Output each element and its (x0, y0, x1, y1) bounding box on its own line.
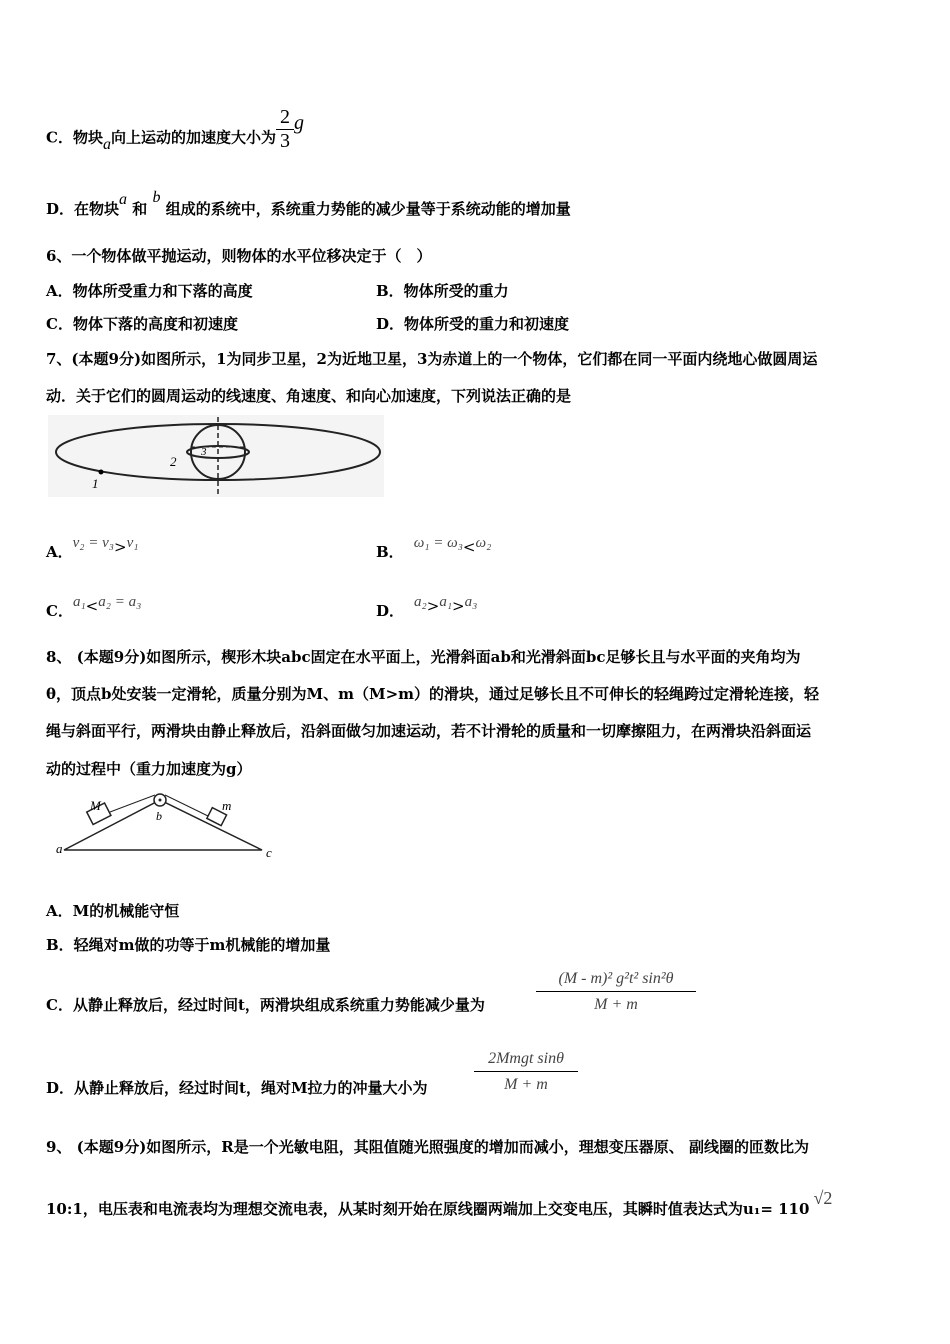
pulley-axle (159, 799, 162, 802)
fraction-two-thirds: $\frac{2}{3}$ (276, 106, 294, 153)
q8-option-d-text: D．从静止释放后，经过时间t，绳对M拉力的冲量大小为 (46, 1079, 428, 1097)
q7-stem-line1: 7、(本题9分)如图所示，1为同步卫星，2为近地卫星，3为赤道上的一个物体，它们都在同一平面内绕地心做圆周运 (46, 350, 818, 368)
q7-option-d: D． a₂>a₁>a₃ (376, 594, 478, 620)
q8-option-d-fraction: 2Mmgt sinθ M + m (474, 1050, 578, 1094)
q7-option-c: C．a₁<a₂ = a₃ (46, 594, 142, 620)
var-a: a (102, 135, 111, 153)
q6-option-b: B．物体所受的重力 (376, 282, 509, 300)
q8-stem-line2: θ，顶点b处安装一定滑轮，质量分别为M、m（M>m）的滑块，通过足够长且不可伸长的轻绳跨过定滑轮连接，轻 (46, 685, 820, 703)
satellite-1-dot (99, 470, 104, 475)
q7-orbit-figure (48, 415, 384, 497)
q6-option-c: C．物体下落的高度和初速度 (46, 315, 238, 333)
label-a: a (56, 841, 63, 856)
var-g: g (293, 111, 304, 134)
label-3: 3 (201, 446, 207, 458)
q8-stem-line1: 8、 (本题9分)如图所示，楔形木块abc固定在水平面上，光滑斜面ab和光滑斜面bc足够长且与水平面的夹角均为 (46, 648, 801, 666)
q8-option-b: B．轻绳对m做的功等于m机械能的增加量 (46, 936, 331, 954)
q8-wedge-figure (54, 790, 280, 860)
label-1: 1 (92, 476, 99, 491)
q7-stem-line2: 动．关于它们的圆周运动的线速度、角速度、和向心加速度，下列说法正确的是 (46, 387, 572, 405)
sqrt-two: √2 (813, 1188, 833, 1208)
rope-left (110, 795, 155, 812)
q7-option-b: B． ω₁ = ω₃<ω₂ (376, 535, 492, 561)
label-c: c (266, 845, 272, 860)
label-m: m (222, 798, 232, 813)
q5-option-c: C．物块a向上运动的加速度大小为 $\frac{2}{3}$ g (46, 106, 304, 153)
q7-option-a: A．v₂ = v₃>v₁ (46, 535, 139, 561)
q5-option-d: D．在物块a 和 b 组成的系统中，系统重力势能的减少量等于系统动能的增加量 (46, 189, 571, 218)
label-M: M (90, 798, 101, 813)
q9-stem-line1: 9、 (本题9分)如图所示，R是一个光敏电阻，其阻值随光照强度的增加而减小，理想变压器原、 副线圈的匝数比为 (46, 1138, 809, 1156)
label-b: b (156, 809, 162, 823)
q6-option-a: A．物体所受重力和下落的高度 (46, 282, 253, 300)
q8-option-c-fraction: $\frac{\text{(M - m)² g²t² sin²θ}}{M + m}$ (536, 970, 696, 1014)
q6-stem: 6、一个物体做平抛运动，则物体的水平位移决定于（ ） (46, 247, 432, 265)
label-2: 2 (170, 454, 177, 469)
q8-option-a: A．M的机械能守恒 (46, 902, 180, 920)
q9-stem-line2: 10:1，电压表和电流表均为理想交流电表，从某时刻开始在原线圈两端加上交变电压，其瞬时值表达式为u₁= 110√2 (46, 1188, 833, 1218)
q8-option-c-text: C．从静止释放后，经过时间t，两滑块组成系统重力势能减少量为 (46, 996, 485, 1014)
q8-stem-line4: 动的过程中（重力加速度为g） (46, 760, 252, 778)
q8-stem-line3: 绳与斜面平行，两滑块由静止释放后，沿斜面做匀加速运动，若不计滑轮的质量和一切摩擦阻力，在两滑块沿斜面运 (46, 722, 812, 740)
q6-option-d: D．物体所受的重力和初速度 (376, 315, 570, 333)
